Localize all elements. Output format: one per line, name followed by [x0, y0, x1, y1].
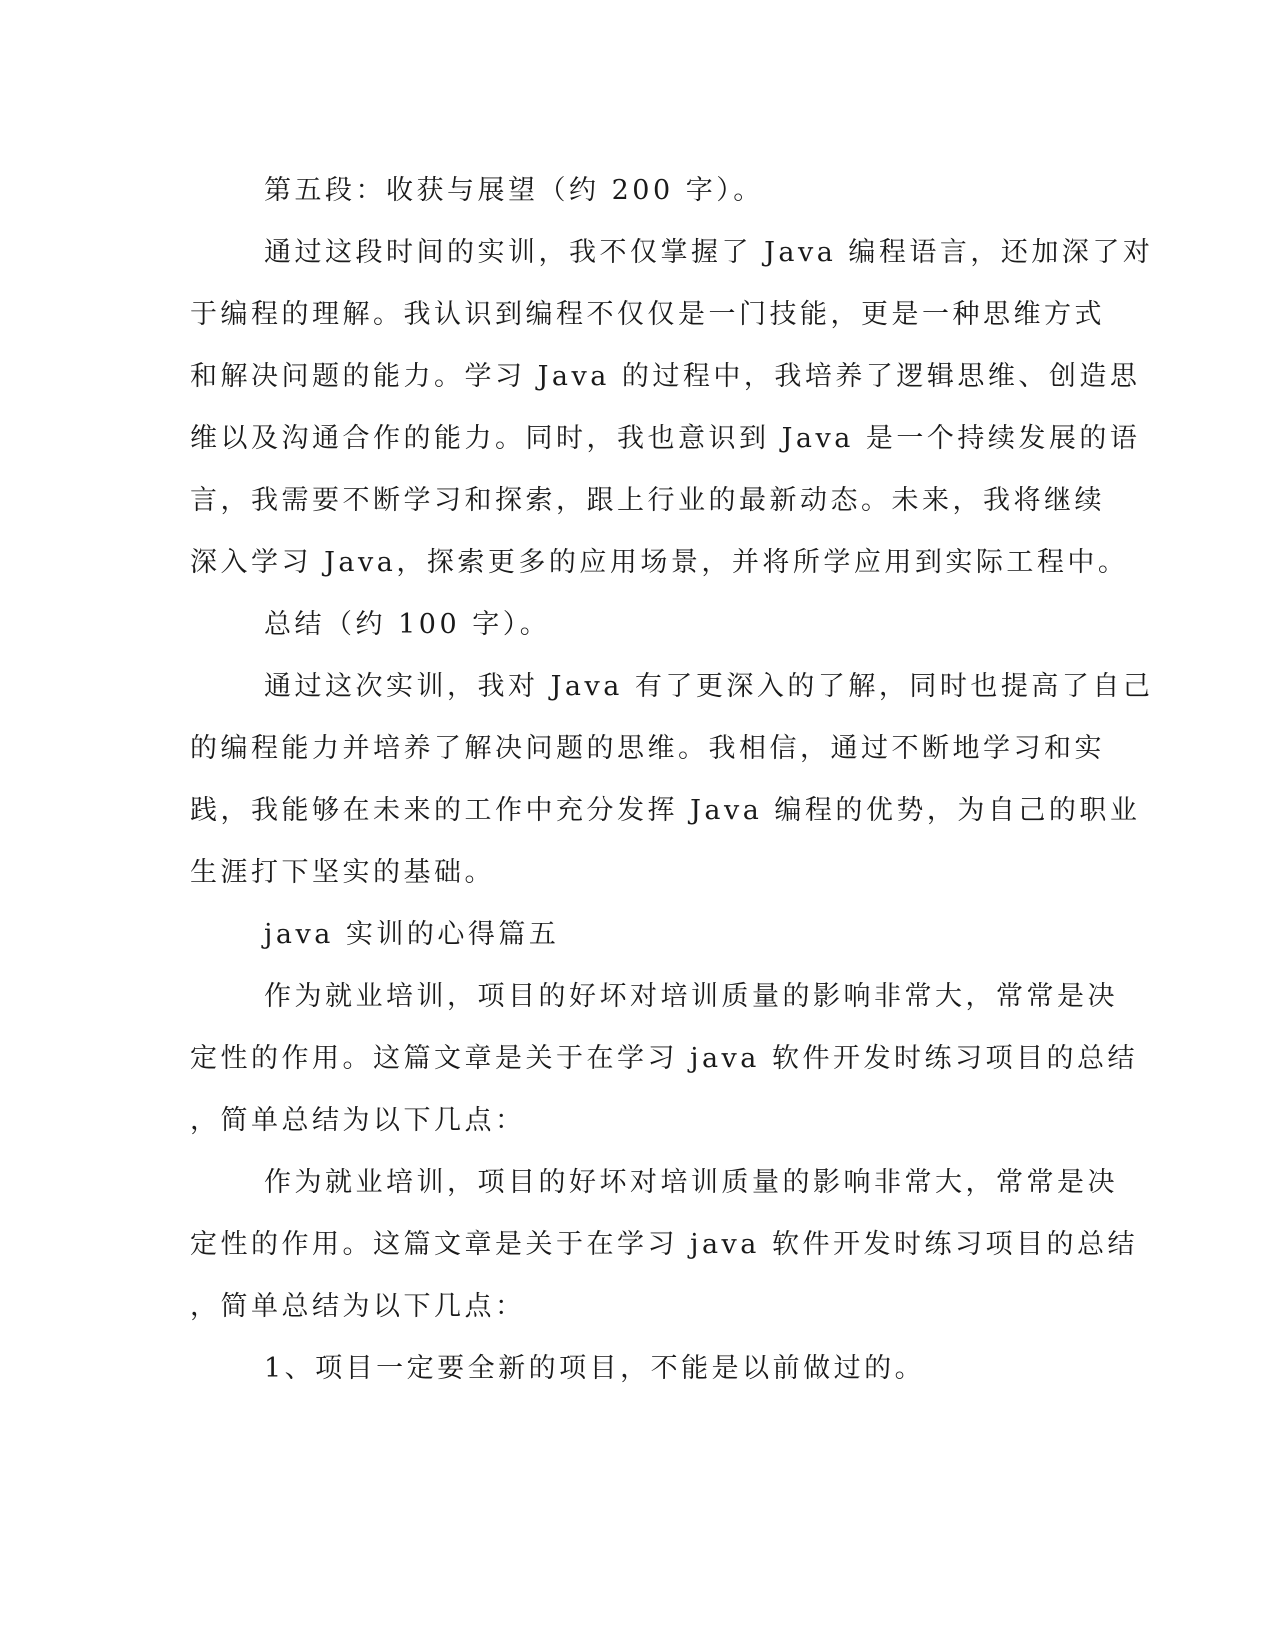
paragraph-line: ，简单总结为以下几点：: [190, 1105, 526, 1136]
paragraph-line: 言，我需要不断学习和探索，跟上行业的最新动态。未来，我将继续: [190, 485, 1105, 516]
paragraph-line: 作为就业培训，项目的好坏对培训质量的影响非常大，常常是决: [264, 1167, 1118, 1198]
paragraph-line: 通过这次实训，我对 Java 有了更深入的了解，同时也提高了自己: [264, 671, 1154, 702]
document-body: [190, 160, 1154, 1400]
section-heading-part-five: 第五段：收获与展望（约 200 字）。: [264, 175, 764, 206]
section-heading-summary: 总结（约 100 字）。: [264, 609, 551, 640]
paragraph-line: 深入学习 Java，探索更多的应用场景，并将所学应用到实际工程中。: [190, 547, 1129, 578]
list-item: 1、项目一定要全新的项目，不能是以前做过的。: [264, 1353, 926, 1384]
paragraph-line: 践，我能够在未来的工作中充分发挥 Java 编程的优势，为自己的职业: [190, 795, 1141, 826]
paragraph-line: 定性的作用。这篇文章是关于在学习 java 软件开发时练习项目的总结: [190, 1229, 1138, 1260]
paragraph-line: 维以及沟通合作的能力。同时，我也意识到 Java 是一个持续发展的语: [190, 423, 1141, 454]
paragraph-line: 于编程的理解。我认识到编程不仅仅是一门技能，更是一种思维方式: [190, 299, 1105, 330]
article-title: java 实训的心得篇五: [264, 919, 560, 950]
paragraph-line: 定性的作用。这篇文章是关于在学习 java 软件开发时练习项目的总结: [190, 1043, 1138, 1074]
paragraph-line: 生涯打下坚实的基础。: [190, 857, 495, 888]
paragraph-line: 作为就业培训，项目的好坏对培训质量的影响非常大，常常是决: [264, 981, 1118, 1012]
paragraph-line: 通过这段时间的实训，我不仅掌握了 Java 编程语言，还加深了对: [264, 237, 1154, 268]
paragraph-line: 的编程能力并培养了解决问题的思维。我相信，通过不断地学习和实: [190, 733, 1105, 764]
paragraph-line: 和解决问题的能力。学习 Java 的过程中，我培养了逻辑思维、创造思: [190, 361, 1141, 392]
paragraph-line: ，简单总结为以下几点：: [190, 1291, 526, 1322]
